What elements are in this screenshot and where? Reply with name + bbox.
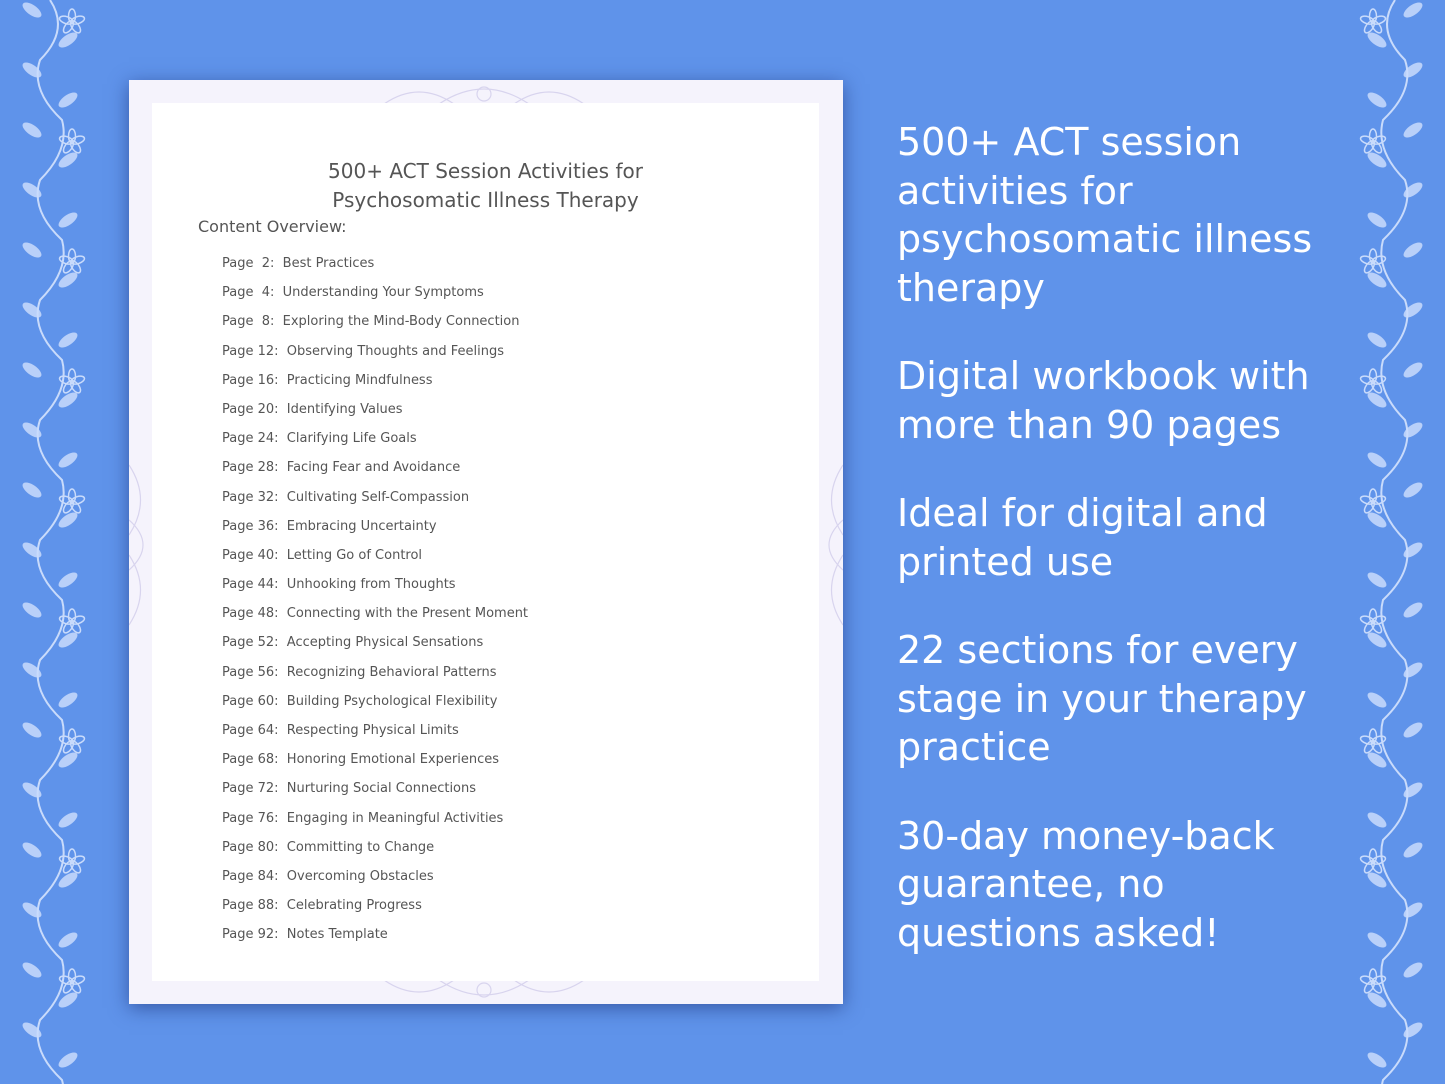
toc-entry: Page 68: Honoring Emotional Experiences <box>222 752 500 768</box>
toc-entry: Page 12: Observing Thoughts and Feelings <box>222 343 505 359</box>
workbook-title-line-2: Psychosomatic Illness Therapy <box>332 188 639 212</box>
toc-entry: Page 60: Building Psychological Flexibility <box>222 693 498 709</box>
toc-entry: Page 36: Embracing Uncertainty <box>222 518 437 534</box>
toc-entry: Page 28: Facing Fear and Avoidance <box>222 460 461 476</box>
workbook-title-line-1: 500+ ACT Session Activities for <box>328 159 643 183</box>
toc-entry: Page 52: Accepting Physical Sensations <box>222 635 484 651</box>
floral-vine-decoration-left <box>0 0 100 1084</box>
feature-item: 22 sections for every stage in your therapy practice <box>897 628 1307 769</box>
toc-entry: Page 56: Recognizing Behavioral Patterns <box>222 664 497 680</box>
mandala-ornament-icon <box>379 980 589 1004</box>
feature-item: 500+ ACT session activities for psychosomatic illness therapy <box>897 120 1313 310</box>
mandala-ornament-icon <box>129 460 152 630</box>
toc-entry: Page 24: Clarifying Life Goals <box>222 431 417 447</box>
feature-item: Ideal for digital and printed use <box>897 491 1268 584</box>
mandala-ornament-icon <box>379 80 589 104</box>
toc-entry: Page 32: Cultivating Self-Compassion <box>222 489 470 505</box>
floral-vine-decoration-right <box>1345 0 1445 1084</box>
workbook-page-preview <box>129 80 843 1004</box>
toc-entry: Page 40: Letting Go of Control <box>222 547 423 563</box>
toc-entry: Page 92: Notes Template <box>222 927 388 943</box>
toc-entry: Page 44: Unhooking from Thoughts <box>222 577 456 593</box>
toc-entry: Page 80: Committing to Change <box>222 839 435 855</box>
toc-entry: Page 88: Celebrating Progress <box>222 898 422 914</box>
toc-entry: Page 4: Understanding Your Symptoms <box>222 285 484 301</box>
table-of-contents <box>222 255 528 956</box>
page-content <box>152 103 819 981</box>
toc-entry: Page 48: Connecting with the Present Moment <box>222 606 529 622</box>
toc-entry: Page 72: Nurturing Social Connections <box>222 781 477 797</box>
feature-list <box>897 118 1347 997</box>
mandala-ornament-icon <box>820 460 843 630</box>
workbook-title <box>152 157 819 215</box>
toc-entry: Page 76: Engaging in Meaningful Activities <box>222 810 504 826</box>
toc-entry: Page 8: Exploring the Mind-Body Connection <box>222 314 520 330</box>
content-overview-heading: Content Overview: <box>198 217 347 236</box>
toc-entry: Page 20: Identifying Values <box>222 401 403 417</box>
toc-entry: Page 2: Best Practices <box>222 256 375 271</box>
toc-entry: Page 64: Respecting Physical Limits <box>222 723 459 738</box>
toc-entry: Page 84: Overcoming Obstacles <box>222 868 434 884</box>
toc-entry: Page 16: Practicing Mindfulness <box>222 372 433 388</box>
feature-item: Digital workbook with more than 90 pages <box>897 354 1310 447</box>
feature-item: 30-day money-back guarantee, no questions asked! <box>897 813 1275 955</box>
